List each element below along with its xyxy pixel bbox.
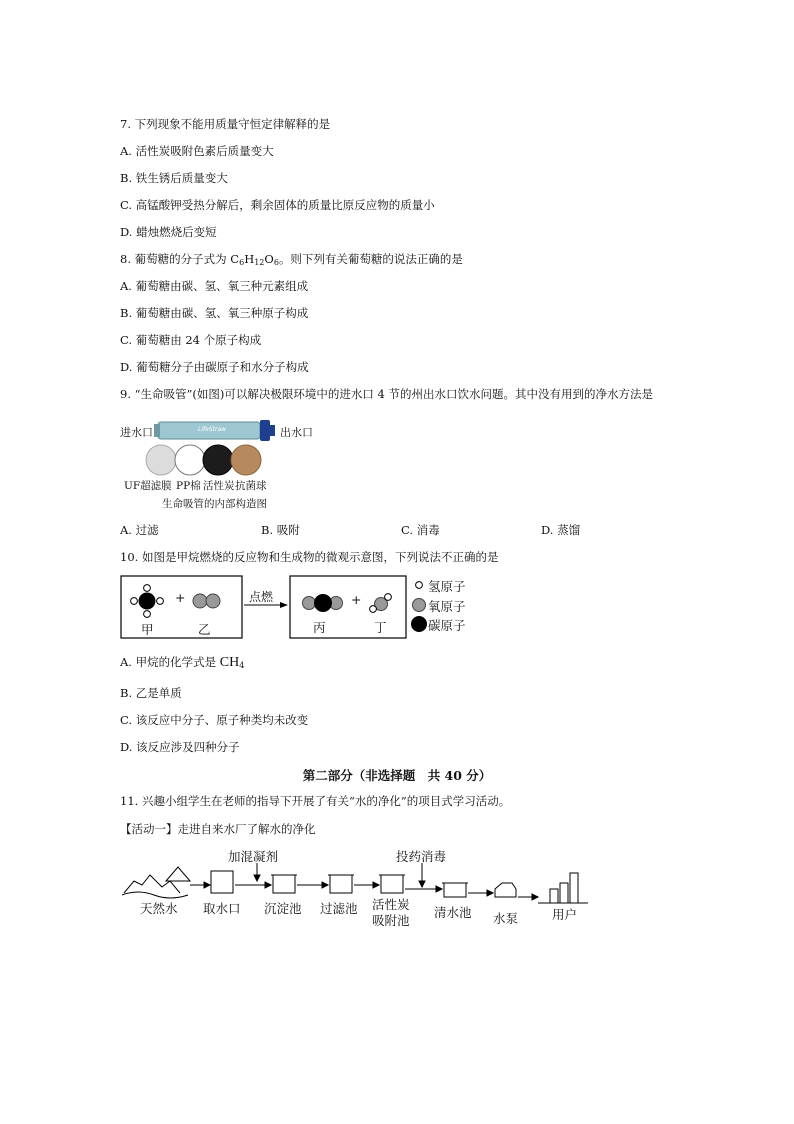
methane-formula: CH: [219, 655, 240, 670]
q8-h: H: [244, 252, 255, 266]
q9-option-c: C. 消毒: [401, 523, 440, 537]
outlet-label: 出水口: [280, 426, 313, 439]
legend-hydrogen: 氢原子: [428, 579, 466, 594]
layer-pp: PP棉: [176, 480, 201, 492]
water-treatment-flow: [118, 845, 598, 930]
flow-drawing: [118, 845, 598, 930]
reactant-box: [121, 576, 242, 638]
q7-option-b: B. 铁生锈后质量变大: [120, 171, 228, 185]
q7-option-c: C. 高锰酸钾受热分解后，剩余固体的质量比原反应物的质量小: [120, 198, 435, 212]
arrow-1-head: [204, 882, 210, 888]
methane-formula-sub: 4: [239, 661, 245, 670]
uf-membrane-disc: [146, 445, 176, 475]
q7-option-d: D. 蜡烛燃烧后变短: [120, 225, 217, 239]
q11-activity-one: 【活动一】走进自来水厂了解水的净化: [120, 822, 316, 836]
straw-tip: [270, 425, 275, 436]
coagulant-arrow-head: [254, 875, 260, 881]
oxygen-atom-1: [193, 594, 207, 608]
legend-carbon: 碳原子: [428, 618, 466, 633]
clear-water-tank-icon: [444, 883, 466, 897]
inlet-label: 进水口: [120, 426, 153, 439]
oxygen-atom-2: [206, 594, 220, 608]
building-2-icon: [560, 883, 568, 903]
q8-sub-h: 12: [254, 258, 265, 267]
q11-stem: 11. 兴趣小组学生在老师的指导下开展了有关“水的净化”的项目式学习活动。: [120, 794, 511, 808]
flow-step-filtration: 过滤池: [320, 901, 358, 916]
methane-figure: [118, 574, 488, 642]
intake-icon: [211, 871, 233, 893]
methane-carbon: [139, 593, 156, 610]
pump-icon: [495, 883, 516, 897]
q8-option-b: B. 葡萄糖由碳、氢、氧三种原子构成: [120, 306, 309, 320]
arrow-5-head: [436, 886, 442, 892]
activated-carbon-disc: [203, 445, 233, 475]
q9-option-d: D. 蒸馏: [541, 523, 581, 537]
antibacterial-ball-disc: [231, 445, 261, 475]
ignition-label: 点燃: [249, 590, 274, 604]
layer-uf: UF超滤膜: [124, 480, 172, 492]
label-yi: 乙: [198, 622, 211, 637]
flow-step-clear-water: 清水池: [434, 905, 472, 920]
building-3-icon: [570, 873, 578, 903]
label-jia: 甲: [141, 622, 154, 637]
flow-step-natural-water: 天然水: [140, 901, 178, 916]
q8-stem: [120, 252, 463, 270]
label-bing: 丙: [313, 620, 326, 635]
sedimentation-tank-icon: [273, 875, 295, 893]
legend-oxygen-icon: [413, 599, 426, 612]
building-1-icon: [550, 889, 558, 903]
q8-o: O: [264, 252, 274, 266]
arrow-4-head: [373, 882, 379, 888]
q8-sub-o: 6: [273, 258, 279, 267]
pp-cotton-disc: [175, 445, 205, 475]
layer-antibacterial: 抗菌球: [235, 480, 267, 492]
flow-step-carbon-1: 活性炭: [372, 897, 410, 912]
methane-h1: [144, 585, 151, 592]
q10-option-a-text: A. 甲烷的化学式是: [120, 655, 220, 669]
lifestraw-figure: [118, 414, 318, 514]
q10-stem: 10. 如图是甲烷燃烧的反应物和生成物的微观示意图，下列说法不正确的是: [120, 550, 499, 564]
q8-stem-post: 。则下列有关葡萄糖的说法正确的是: [278, 252, 463, 266]
label-ding: 丁: [374, 620, 387, 635]
carbon-tank-icon: [381, 875, 403, 893]
methane-h2: [144, 611, 151, 618]
plus-sign-1: +: [175, 590, 186, 605]
legend-carbon-icon: [411, 616, 427, 632]
straw-brand: LifeStraw: [198, 426, 227, 433]
flow-label-coagulant: 加混凝剂: [228, 849, 279, 864]
tree-icon: [166, 867, 190, 881]
q8-option-a: A. 葡萄糖由碳、氢、氧三种元素组成: [120, 279, 309, 293]
methane-h3: [131, 598, 138, 605]
flow-label-disinfect: 投药消毒: [396, 849, 447, 864]
legend-hydrogen-icon: [416, 582, 423, 589]
arrow-3-head: [322, 882, 328, 888]
h2o-h1: [370, 606, 377, 613]
flow-step-user: 用户: [552, 907, 578, 922]
disinfectant-arrow-head: [419, 881, 425, 887]
methane-h4: [157, 598, 164, 605]
q10-option-a: [120, 655, 244, 673]
q9-option-a: A. 过滤: [120, 523, 159, 537]
q9-option-b: B. 吸附: [261, 523, 300, 537]
q9-stem: 9. “生命吸管”(如图)可以解决极限环境中的进水口 4 节的州出水口饮水问题。其中没有用到的净水方法是: [120, 387, 653, 401]
h2o-h2: [385, 594, 392, 601]
q7-stem: 7. 下列现象不能用质量守恒定律解释的是: [120, 117, 331, 131]
part-two-title: 第二部分（非选择题 共 40 分）: [302, 768, 492, 783]
flow-step-pump: 水泵: [493, 911, 519, 926]
legend-oxygen: 氧原子: [428, 599, 466, 614]
q8-option-c: C. 葡萄糖由 24 个原子构成: [120, 333, 262, 347]
water-wave-icon: [122, 892, 188, 898]
mountain-icon: [124, 875, 180, 893]
arrow-7-head: [532, 894, 538, 900]
q8-stem-pre: 8. 葡萄糖的分子式为 C: [120, 252, 240, 266]
figure-caption: 生命吸管的内部构造图: [162, 498, 267, 510]
flow-step-carbon-2: 吸附池: [372, 913, 410, 928]
q8-sub-c: 6: [239, 258, 245, 267]
q10-option-d: D. 该反应涉及四种分子: [120, 740, 240, 754]
plus-sign-2: +: [351, 592, 362, 607]
layer-carbon: 活性炭: [203, 480, 235, 492]
co2-o1: [303, 597, 316, 610]
arrow-2-head: [265, 882, 271, 888]
straw-cap: [260, 420, 270, 441]
straw-end: [154, 424, 160, 437]
q7-option-a: A. 活性炭吸附色素后质量变大: [120, 144, 274, 158]
q8-option-d: D. 葡萄糖分子由碳原子和水分子构成: [120, 360, 309, 374]
arrow-6-head: [487, 890, 493, 896]
flow-step-intake: 取水口: [203, 901, 241, 916]
q10-option-c: C. 该反应中分子、原子种类均未改变: [120, 713, 309, 727]
flow-step-sedimentation: 沉淀池: [264, 901, 302, 916]
q10-option-b: B. 乙是单质: [120, 686, 182, 700]
filter-tank-icon: [330, 875, 352, 893]
co2-carbon: [314, 594, 332, 612]
reaction-arrow-head: [280, 602, 288, 608]
